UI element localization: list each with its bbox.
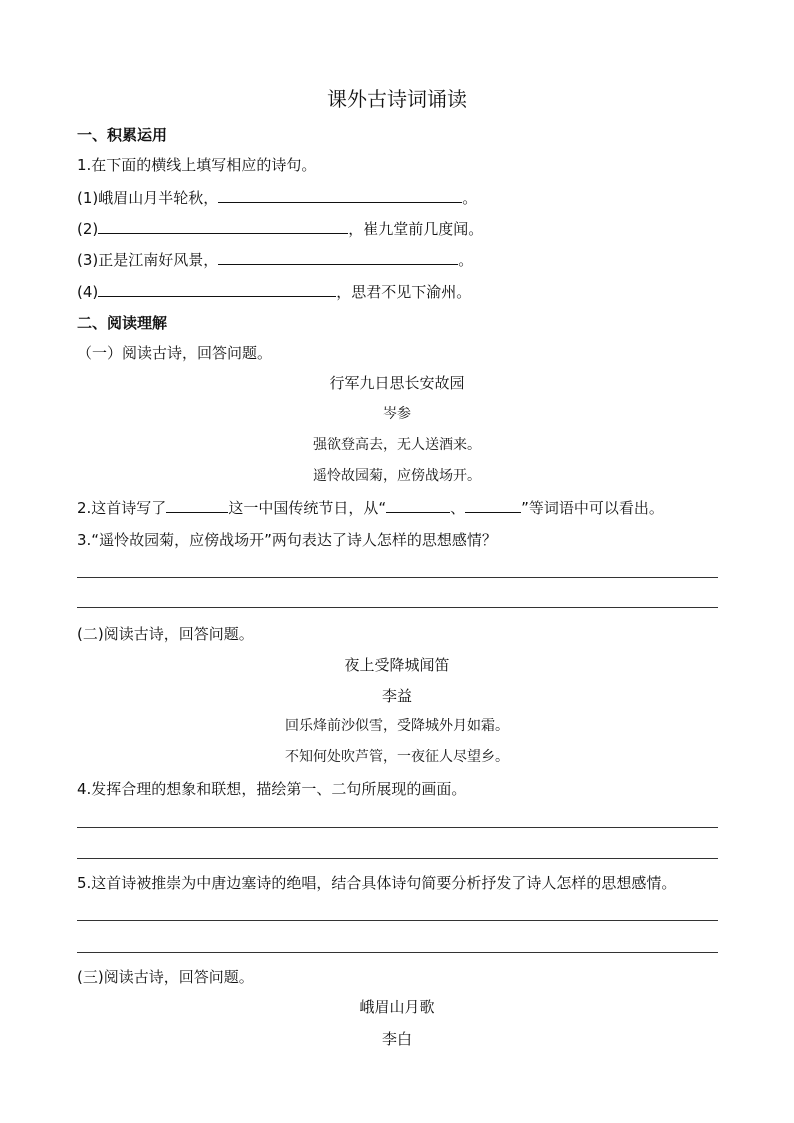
- question-2: [77, 497, 664, 518]
- fill-item-2: [77, 218, 483, 239]
- answer-line-q3-1[interactable]: [77, 577, 718, 578]
- subsection-1-intro: （一）阅读古诗，回答问题。: [77, 344, 273, 362]
- section-heading-accumulation: 一、积累运用: [77, 126, 168, 144]
- answer-blank-word-1[interactable]: [386, 497, 450, 513]
- fill-item-1-suffix: 。: [462, 189, 478, 207]
- page-title: 课外古诗词诵读: [327, 87, 467, 111]
- fill-item-3-prefix: (3)正是江南好风景，: [77, 251, 219, 269]
- poem-2-title: 夜上受降城闻笛: [344, 656, 450, 674]
- answer-blank-4[interactable]: [98, 281, 336, 297]
- fill-item-1-prefix: (1)峨眉山月半轮秋，: [77, 189, 219, 207]
- section-heading-reading: 二、阅读理解: [77, 314, 168, 332]
- question-4: 4.发挥合理的想象和联想，描绘第一、二句所展现的画面。: [77, 780, 467, 798]
- question-1: 1.在下面的横线上填写相应的诗句。: [77, 156, 317, 174]
- fill-item-4-prefix: (4): [77, 283, 99, 301]
- poem-1-line-1: 强欲登高去，无人送酒来。: [313, 437, 481, 453]
- subsection-2-intro: (二)阅读古诗，回答问题。: [77, 625, 254, 643]
- question-2-part-c: 、: [450, 499, 466, 517]
- fill-item-2-prefix: (2): [77, 220, 99, 238]
- fill-item-3-suffix: 。: [458, 251, 474, 269]
- fill-item-4: [77, 281, 471, 302]
- question-2-part-d: ”等词语中可以看出。: [521, 499, 664, 517]
- fill-item-3: [77, 249, 473, 270]
- subsection-3-intro: (三)阅读古诗，回答问题。: [77, 968, 254, 986]
- poem-2-author: 李益: [381, 687, 412, 705]
- question-5: 5.这首诗被推崇为中唐边塞诗的绝唱，结合具体诗句简要分析抒发了诗人怎样的思想感情。: [77, 874, 677, 892]
- poem-1-title: 行军九日思长安故园: [329, 374, 465, 392]
- answer-blank-1[interactable]: [218, 187, 462, 203]
- question-2-part-a: 2.这首诗写了: [77, 499, 167, 517]
- answer-line-q5-1[interactable]: [77, 920, 718, 921]
- poem-3-author: 李白: [381, 1030, 412, 1048]
- answer-line-q4-1[interactable]: [77, 827, 718, 828]
- question-3: 3.“遥怜故园菊，应傍战场开”两句表达了诗人怎样的思想感情？: [77, 531, 497, 549]
- answer-line-q4-2[interactable]: [77, 858, 718, 859]
- answer-blank-3[interactable]: [218, 249, 458, 265]
- answer-line-q5-2[interactable]: [77, 952, 718, 953]
- poem-1-author: 岑参: [383, 406, 411, 422]
- poem-1-line-2: 遥怜故园菊，应傍战场开。: [313, 468, 481, 484]
- poem-3-title: 峨眉山月歌: [359, 998, 435, 1016]
- answer-blank-festival[interactable]: [166, 497, 228, 513]
- fill-item-2-suffix: ，崔九堂前几度闻。: [348, 220, 484, 238]
- question-2-part-b: 这一中国传统节日，从“: [228, 499, 387, 517]
- answer-blank-2[interactable]: [98, 218, 348, 234]
- answer-blank-word-2[interactable]: [465, 497, 521, 513]
- answer-line-q3-2[interactable]: [77, 607, 718, 608]
- fill-item-4-suffix: ，思君不见下渝州。: [336, 283, 472, 301]
- poem-2-line-1: 回乐烽前沙似雪，受降城外月如霜。: [285, 718, 509, 734]
- fill-item-1: [77, 187, 477, 208]
- poem-2-line-2: 不知何处吹芦管，一夜征人尽望乡。: [285, 749, 509, 765]
